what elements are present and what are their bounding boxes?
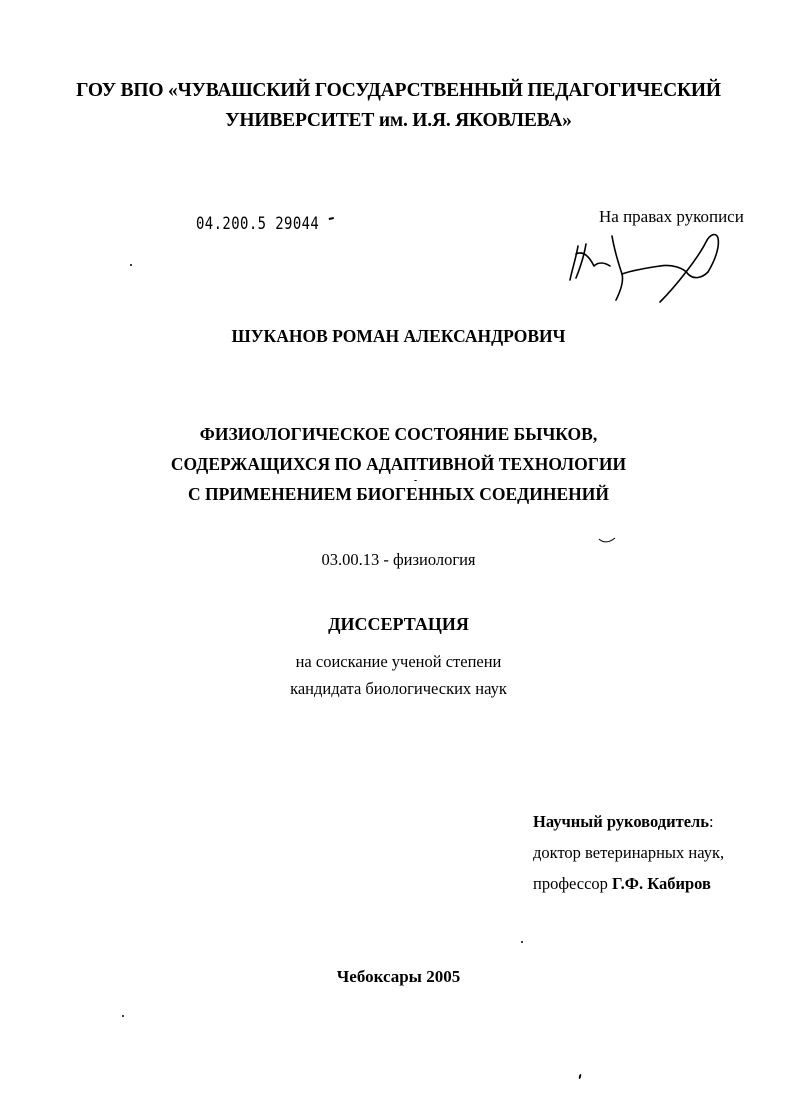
supervisor-label-line: [533, 806, 724, 837]
organization-line-1: ГОУ ВПО «ЧУВАШСКИЙ ГОСУДАРСТВЕННЫЙ ПЕДАГОГИЧЕСКИЙ: [76, 80, 721, 101]
supervisor-degree: доктор ветеринарных наук,: [533, 843, 725, 862]
specialty-code: 03.00.13 - физиология: [321, 550, 476, 569]
title-line-2: СОДЕРЖАЩИХСЯ ПО АДАПТИВНОЙ ТЕХНОЛОГИИ: [170, 454, 627, 474]
supervisor-block: [533, 806, 724, 899]
supervisor-label-colon: :: [709, 812, 714, 831]
supervisor-position-line: [533, 868, 724, 899]
degree-description: [0, 648, 797, 702]
supervisor-name: Г.Ф. Кабиров: [612, 874, 711, 893]
stamp-mark-icon: [328, 216, 335, 222]
scan-speck: [122, 1015, 124, 1017]
rights-note: На правах рукописи: [599, 207, 744, 226]
document-type: ДИССЕРТАЦИЯ: [328, 614, 469, 634]
scan-speck: [521, 941, 523, 943]
scan-speck: [414, 480, 417, 481]
supervisor-position: профессор: [533, 874, 608, 893]
city-year: Чебоксары 2005: [336, 967, 461, 986]
dissertation-title: [0, 419, 797, 509]
title-line-1: ФИЗИОЛОГИЧЕСКОЕ СОСТОЯНИЕ БЫЧКОВ,: [199, 424, 598, 444]
title-line-3: С ПРИМЕНЕНИЕМ БИОГЕННЫХ СОЕДИНЕНИЙ: [188, 484, 609, 504]
supervisor-label: Научный руководитель: [533, 812, 709, 831]
handwritten-signature: [560, 228, 730, 308]
registration-number-stamp: [196, 214, 335, 234]
organization-header: [0, 76, 797, 136]
degree-line-2: кандидата биологических наук: [290, 679, 507, 698]
scan-speck: [578, 1074, 581, 1079]
scan-mark: [598, 537, 616, 545]
degree-line-1: на соискание ученой степени: [295, 652, 502, 671]
organization-line-2: УНИВЕРСИТЕТ им. И.Я. ЯКОВЛЕВА»: [225, 110, 572, 131]
scan-speck: [130, 264, 132, 266]
registration-number: 04.200.5 29044: [196, 214, 320, 234]
author-name: ШУКАНОВ РОМАН АЛЕКСАНДРОВИЧ: [231, 326, 566, 346]
